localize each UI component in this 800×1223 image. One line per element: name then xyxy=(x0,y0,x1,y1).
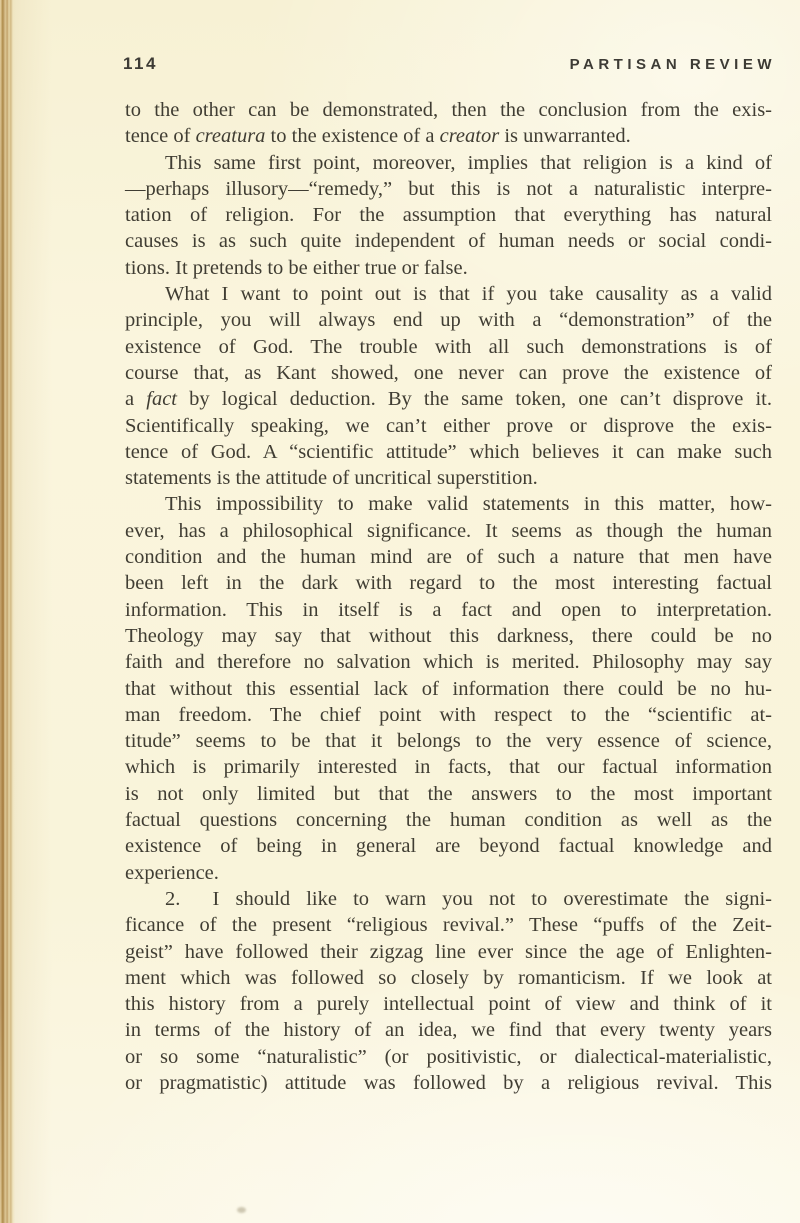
text-line: ever, has a philosophical significance. It seems as though the human xyxy=(125,519,772,542)
text-line: This impossibility to make valid statements in this matter, how- xyxy=(165,493,772,516)
text-line: a fact by logical deduction. By the same token, one can’t disprove it. xyxy=(125,388,772,411)
text-line: existence of God. The trouble with all such demonstrations is of xyxy=(125,335,772,358)
text-line: This same first point, moreover, implies that religion is a kind of xyxy=(165,151,772,174)
page-number: 114 xyxy=(123,54,158,73)
text-line: factual questions concerning the human condition as well as the xyxy=(125,809,772,832)
text-line: or pragmatistic) attitude was followed by a religious revival. This xyxy=(125,1071,772,1094)
text-line: faith and therefore no salvation which is merited. Philosophy may say xyxy=(125,651,772,674)
running-head xyxy=(123,54,776,74)
text-line: Theology may say that without this darkness, there could be no xyxy=(125,624,772,647)
text-line: tence of God. A “scientific attitude” which believes it can make such xyxy=(125,440,772,463)
text-line: tation of religion. For the assumption that everything has natural xyxy=(125,204,772,227)
text-line: titude” seems to be that it belongs to the very essence of science, xyxy=(125,730,772,753)
text-line: to the other can be demonstrated, then the conclusion from the exis- xyxy=(125,99,772,121)
smudge-mark xyxy=(237,1207,246,1213)
text-line: ficance of the present “religious revival.” These “puffs of the Zeit- xyxy=(125,914,772,937)
text-line: that without this essential lack of information there could be no hu- xyxy=(125,677,772,700)
text-line: been left in the dark with regard to the most interesting factual xyxy=(125,572,772,595)
page-body xyxy=(125,97,772,1096)
text-line: 2. I should like to warn you not to overestimate the signi- xyxy=(165,887,772,910)
text-line: or so some “naturalistic” (or positivistic, or dialectical-materialistic, xyxy=(125,1045,772,1068)
text-line: is not only limited but that the answers to the most important xyxy=(125,782,772,805)
text-line: What I want to point out is that if you take causality as a valid xyxy=(165,283,772,306)
text-line: man freedom. The chief point with respect to the “scientific at- xyxy=(125,703,772,726)
text-line: Scientifically speaking, we can’t either prove or disprove the exis- xyxy=(125,414,772,437)
text-line: causes is as such quite independent of human needs or social condi- xyxy=(125,230,772,253)
text-line: principle, you will always end up with a “demonstration” of the xyxy=(125,309,772,332)
text-line: ment which was followed so closely by romanticism. If we look at xyxy=(125,966,772,989)
text-line: in terms of the history of an idea, we find that every twenty years xyxy=(125,1019,772,1042)
text-line: geist” have followed their zigzag line ever since the age of Enlighten- xyxy=(125,940,772,963)
text-line: this history from a purely intellectual point of view and think of it xyxy=(125,993,772,1016)
text-line: existence of being in general are beyond factual knowledge and xyxy=(125,835,772,858)
text-line: tence of creatura to the existence of a creator is unwarranted. xyxy=(125,125,631,148)
text-line: which is primarily interested in facts, that our factual information xyxy=(125,756,772,779)
binding-edge xyxy=(0,0,15,1223)
text-line: tions. It pretends to be either true or false. xyxy=(125,256,468,279)
journal-title: PARTISAN REVIEW xyxy=(569,56,776,73)
text-line: course that, as Kant showed, one never can prove the existence of xyxy=(125,361,772,384)
text-line: experience. xyxy=(125,861,219,884)
text-line: condition and the human mind are of such a nature that men have xyxy=(125,546,772,569)
text-line: information. This in itself is a fact and open to interpretation. xyxy=(125,598,772,621)
text-line: statements is the attitude of uncritical superstition. xyxy=(125,467,538,490)
text-line: —perhaps illusory—“remedy,” but this is not a naturalistic interpre- xyxy=(125,177,772,200)
